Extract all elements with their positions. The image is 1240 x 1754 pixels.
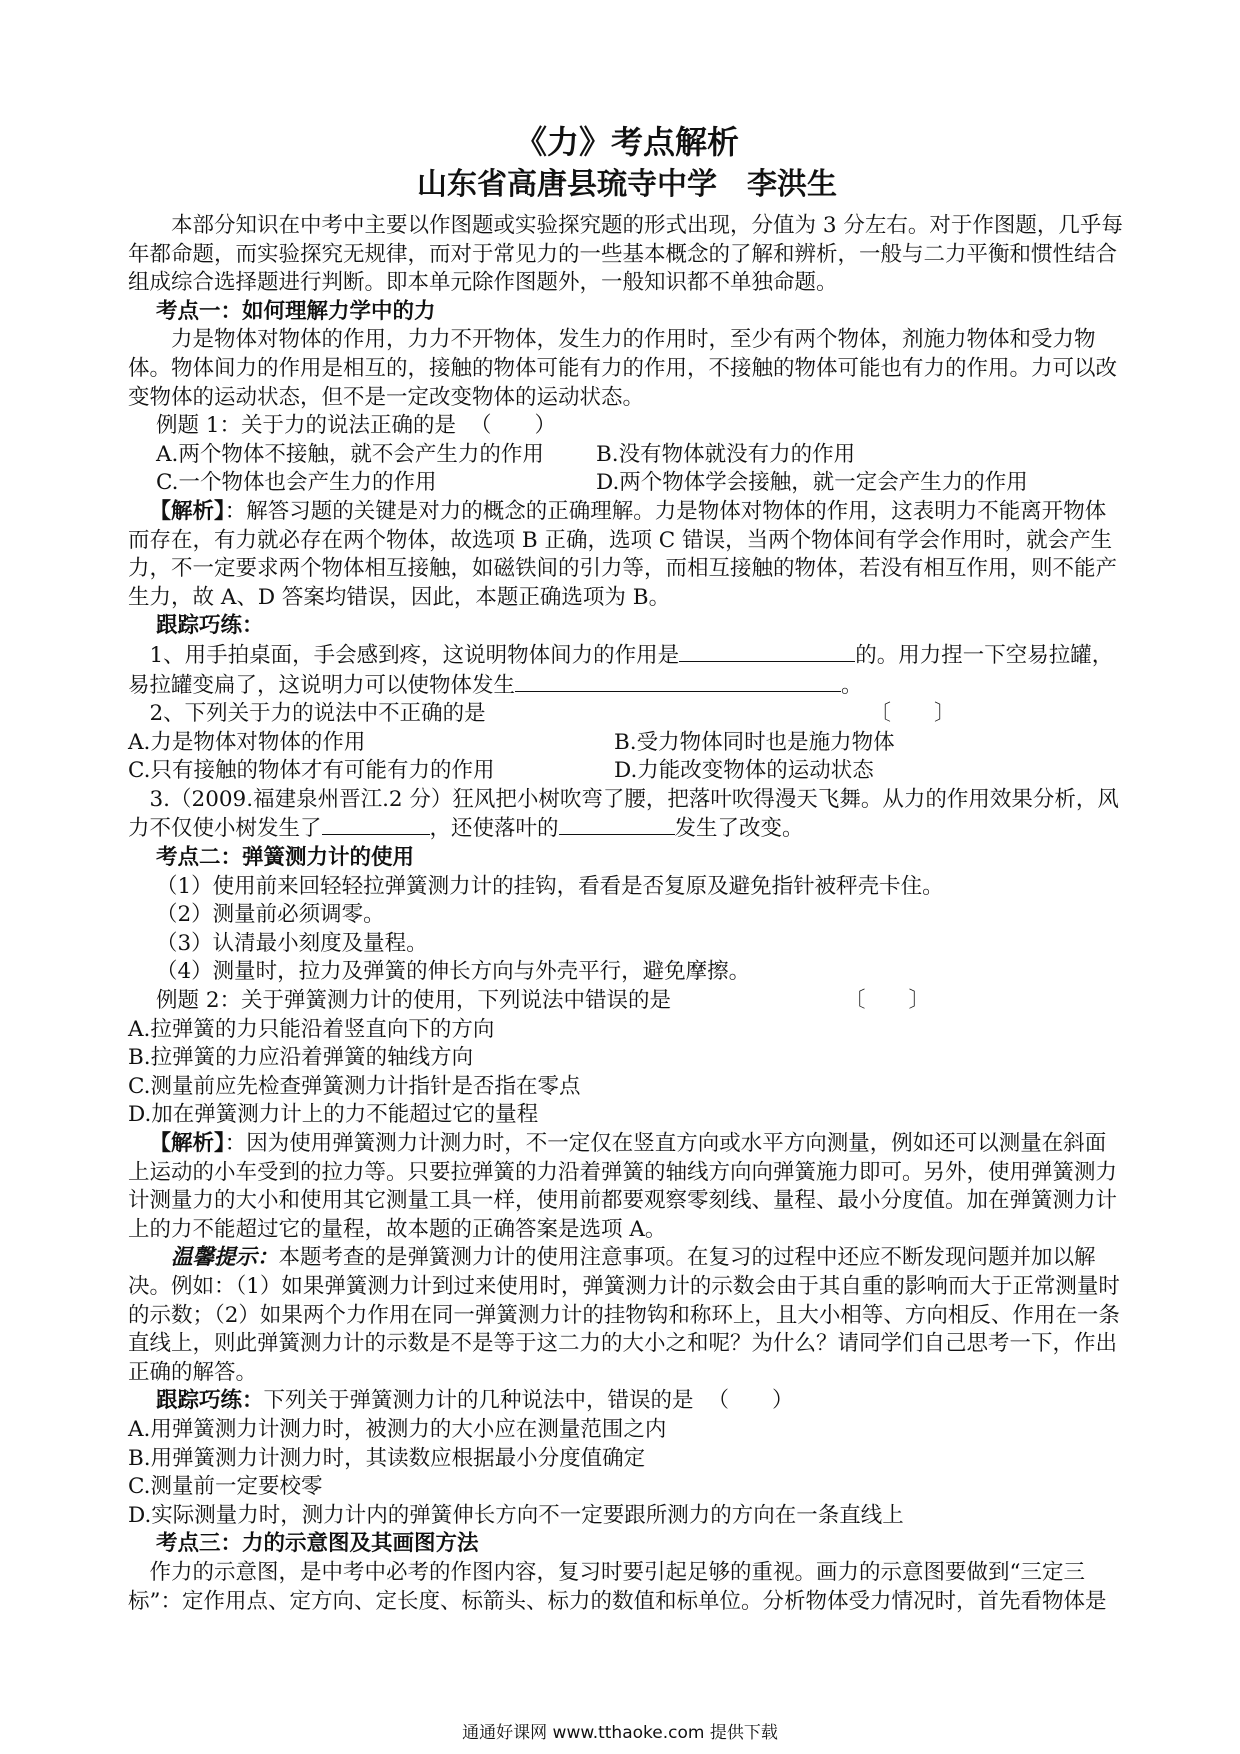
example1-option-c: C.一个物体也会产生力的作用	[156, 470, 437, 496]
section1-heading: 考点一：如何理解力学中的力	[156, 298, 436, 324]
practice2-option-c: C.只有接触的物体才有可能有力的作用	[128, 758, 495, 784]
intro-paragraph: 本部分知识在中考中主要以作图题或实验探究题的形式出现，分值为 3 分左右。对于作图题，几乎每年都命题，而实验探究无规律，而对于常见力的一些基本概念的了解和辨析，一般与二力平衡和惯性结合组成综合选择题进行判断。即本单元除作图题外，一般知识都不单独命题。	[128, 213, 1123, 296]
example2-question: 例题 2：关于弹簧测力计的使用，下列说法中错误的是 〔 〕	[128, 987, 1126, 1016]
practice-question-3: 3.（2009.福建泉州晋江.2 分）狂风把小树吹弯了腰，把落叶吹得漫天飞舞。从力的作用效果分析，风力不仅使小树发生了 ，还使落叶的 发生了改变。	[128, 786, 1119, 842]
section1-practice-label: 跟踪巧练：	[156, 613, 264, 639]
example1-option-a: A.两个物体不接触，就不会产生力的作用	[156, 441, 544, 467]
example2-option-c: C.测量前应先检查弹簧测力计指针是否指在零点	[128, 1073, 581, 1099]
practice2-option-d: D.力能改变物体的运动状态	[614, 758, 874, 784]
example1-options-row2	[128, 469, 1126, 498]
example2-option-a: A.拉弹簧的力只能沿着竖直向下的方向	[128, 1016, 495, 1042]
example1-analysis: 【解析】：解答习题的关键是对力的概念的正确理解。力是物体对物体的作用，这表明力不能离开物体而存在，有力就必存在两个物体，故选项 B 正确，选项 C 错误，当两个物体间有学会作用时，就会产生力，不一定要求两个物体相互接触，如磁铁间的引力等，而相互接触的物体，若没有相互作用，则不能产生力，故 A、D 答案均错误，因此，本题正确选项为 B。	[128, 498, 1118, 610]
tip-paragraph: 温馨提示：本题考查的是弹簧测力计的使用注意事项。在复习的过程中还应不断发现问题并加以解决。例如：（1）如果弹簧测力计到过来使用时，弹簧测力计的示数会由于其自重的影响而大于正常测量时的示数；（2）如果两个力作用在同一弹簧测力计的挂物钩和称环上，且大小相等、方向相反、作用在一条直线上，则此弹簧测力计的示数是不是等于这二力的大小之和呢？为什么？请同学们自己思考一下，作出正确的解答。	[128, 1245, 1120, 1385]
section1-body: 力是物体对物体的作用，力力不开物体，发生力的作用时，至少有两个物体，剂施力物体和受力物体。物体间力的作用是相互的，接触的物体可能有力的作用，不接触的物体可能也有力的作用。力可以改变物体的运动状态，但不是一定改变物体的运动状态。	[128, 327, 1118, 410]
section2-step: （4）测量时，拉力及弹簧的伸长方向与外壳平行，避免摩擦。	[156, 959, 751, 985]
example1-option-b: B.没有物体就没有力的作用	[596, 441, 856, 467]
answer-blank[interactable]	[559, 814, 675, 835]
practice-label: 跟踪巧练：	[156, 1388, 264, 1414]
answer-paren: 〔 〕	[869, 701, 956, 727]
answer-paren: （ ）	[470, 413, 557, 439]
practice-question-2: 2、下列关于力的说法中不正确的是 〔 〕	[128, 700, 1126, 729]
answer-blank[interactable]	[322, 814, 430, 835]
page-footer: 通通好课网 www.tthaoke.com 提供下载	[462, 1723, 778, 1743]
document-title: 《力》考点解析	[514, 123, 739, 161]
analysis-label: 【解析】	[149, 1131, 225, 1156]
answer-blank[interactable]	[679, 641, 855, 662]
section2-practice-option-d: D.实际测量力时，测力计内的弹簧伸长方向不一定要跟所测力的方向在一条直线上	[128, 1502, 904, 1528]
section2-practice-option-b: B.用弹簧测力计测力时，其读数应根据最小分度值确定	[128, 1445, 646, 1471]
section2-step: （1）使用前来回轻轻拉弹簧测力计的挂钩，看看是否复原及避免指针被秤壳卡住。	[156, 873, 944, 899]
analysis-label: 【解析】	[149, 498, 225, 524]
section3-heading: 考点三：力的示意图及其画图方法	[156, 1531, 479, 1557]
example1-question: 例题 1：关于力的说法正确的是 （ ）	[128, 412, 1126, 441]
section2-step: （3）认清最小刻度及量程。	[156, 930, 428, 956]
answer-blank[interactable]	[515, 671, 841, 692]
practice2-option-b: B.受力物体同时也是施力物体	[614, 729, 895, 755]
example1-options-row1	[128, 441, 1126, 470]
section2-heading: 考点二：弹簧测力计的使用	[156, 845, 415, 871]
section2-practice-option-c: C.测量前一定要校零	[128, 1474, 323, 1500]
example2-option-b: B.拉弹簧的力应沿着弹簧的轴线方向	[128, 1045, 474, 1071]
section2-step: （2）测量前必须调零。	[156, 902, 385, 928]
example2-analysis: 【解析】：因为使用弹簧测力计测力时，不一定仅在竖直方向或水平方向测量，例如还可以测量在斜面上运动的小车受到的拉力等。只要拉弹簧的力沿着弹簧的轴线方向向弹簧施力即可。另外，使用弹簧测力计测量力的大小和使用其它测量工具一样，使用前都要观察零刻线、量程、最小分度值。加在弹簧测力计上的力不能超过它的量程，故本题的正确答案是选项 A。	[128, 1131, 1118, 1242]
example2-option-d: D.加在弹簧测力计上的力不能超过它的量程	[128, 1102, 539, 1128]
section3-body: 作力的示意图，是中考中必考的作图内容，复习时要引起足够的重视。画力的示意图要做到“三定三标”：定作用点、定方向、定长度、标箭头、标力的数值和标单位。分析物体受力情况时，首先看物体是	[128, 1559, 1107, 1614]
practice2-options-row2	[128, 757, 1126, 786]
answer-paren: （ ）	[707, 1388, 794, 1414]
example1-option-d: D.两个物体学会接触，就一定会产生力的作用	[596, 470, 1028, 496]
tip-label: 温馨提示：	[171, 1245, 279, 1271]
document-author: 山东省高唐县琉寺中学 李洪生	[417, 167, 837, 202]
practice2-option-a: A.力是物体对物体的作用	[128, 729, 366, 755]
document-body	[128, 120, 1126, 1616]
section2-practice-option-a: A.用弹簧测力计测力时，被测力的大小应在测量范围之内	[128, 1416, 667, 1442]
practice2-options-row1	[128, 729, 1126, 758]
answer-paren: 〔 〕	[844, 988, 931, 1014]
practice-question-1: 1、用手拍桌面，手会感到疼，这说明物体间力的作用是 的。用力捏一下空易拉罐，易拉罐变扁了，这说明力可以使物体发生 。	[128, 642, 1114, 698]
section2-practice-question: 跟踪巧练：下列关于弹簧测力计的几种说法中，错误的是 （ ）	[128, 1387, 1126, 1416]
